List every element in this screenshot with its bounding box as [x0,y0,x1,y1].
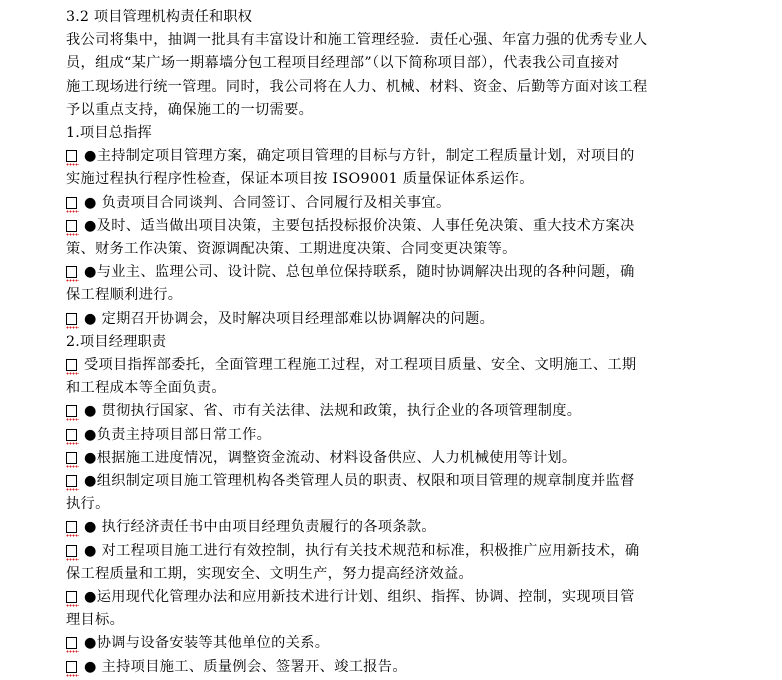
list-item [66,145,756,168]
checkbox-icon [66,545,77,557]
list-item [66,192,756,215]
checkbox-icon [66,266,77,278]
subsection-title-manager: 2.项目经理职责 [66,333,167,350]
list-item-continuation: 保工程质量和工期，实现安全、文明生产，努力提高经济效益。 [66,565,474,582]
checkbox-icon [66,197,77,209]
section-title: 3.2 项目管理机构责任和职权 [66,9,253,25]
list-item-continuation: 实施过程执行程序性检查，保证本项目按 ISO9001 质量保证体系运作。 [66,171,534,188]
item-text: ● 对工程项目施工进行有效控制，执行有关技术规范和标准，积极推广应用新技术，确 [84,542,640,559]
list-item [66,424,756,447]
checkbox-icon [66,591,77,603]
list-item [66,308,756,331]
checkbox-icon [66,220,77,232]
item-text: ●运用现代化管理办法和应用新技术进行计划、组织、指挥、协调、控制，实现项目管 [84,589,635,606]
document-page [66,6,756,679]
list-item [66,354,756,377]
list-item [66,586,756,609]
item-text: ● 执行经济责任书中由项目经理负责履行的各项条款。 [84,519,436,536]
item-text: ●及时、适当做出项目决策，主要包括投标报价决策、人事任免决策、重大技术方案决 [84,217,635,234]
item-text: ●负责主持项目部日常工作。 [84,426,272,443]
list-item [66,447,756,470]
item-text: ●根据施工进度情况，调整资金流动、材料设备供应、人力机械使用等计划。 [84,449,577,466]
item-text: ●主持制定项目管理方案，确定项目管理的目标与方针，制定工程质量计划，对项目的 [84,148,635,165]
item-text: ●协调与设备安装等其他单位的关系。 [84,635,330,652]
list-item [66,215,756,238]
item-text: ●与业主、监理公司、设计院、总包单位保持联系，随时协调解决出现的各种问题，确 [84,264,635,281]
list-item-continuation: 执行。 [66,496,110,513]
item-text: ● 主持项目施工、质量例会、签署开、竣工报告。 [84,658,407,675]
checkbox-icon [66,637,77,649]
intro-paragraph [66,29,756,122]
manager-duties-list [66,354,756,679]
checkbox-icon [66,661,77,673]
checkbox-icon [66,429,77,441]
list-item [66,261,756,284]
list-item [66,516,756,539]
list-item-continuation: 理目标。 [66,612,125,629]
item-text: ● 定期召开协调会，及时解决项目经理部难以协调解决的问题。 [84,310,495,327]
intro-line: 我公司将集中，抽调一批具有丰富设计和施工管理经验．责任心强、年富力强的优秀专业人 [66,32,648,49]
list-item-continuation: 和工程成本等全面负责。 [66,380,226,397]
checkbox-icon [66,521,77,533]
item-text: ● 负责项目合同谈判、合同签订、合同履行及相关事宜。 [84,194,451,211]
list-item [66,540,756,563]
list-item [66,656,756,679]
item-text: ● 贯彻执行国家、省、市有关法律、法规和政策，执行企业的各项管理制度。 [84,403,582,420]
checkbox-icon [66,452,77,464]
list-item [66,400,756,423]
list-item [66,632,756,655]
intro-line: 予以重点支持，确保施工的一切需要。 [66,101,314,118]
list-item-continuation: 保工程顺利进行。 [66,287,183,304]
subsection-title-commander: 1.项目总指挥 [66,125,152,142]
commander-duties-list [66,145,756,331]
checkbox-icon [66,313,77,325]
intro-line: 施工现场进行统一管理。同时，我公司将在人力、机械、材料、资金、后勤等方面对该工程 [66,78,648,95]
checkbox-icon [66,359,77,371]
item-text: 受项目指挥部委托，全面管理工程施工过程，对工程项目质量、安全、文明施工、工期 [84,357,637,374]
intro-line: 员，组成“某广场一期幕墙分包工程项目经理部”（以下简称项目部），代表我公司直接对 [66,55,620,72]
checkbox-icon [66,405,77,417]
checkbox-icon [66,150,77,162]
list-item [66,470,756,493]
list-item-continuation: 策、财务工作决策、资源调配决策、工期进度决策、合同变更决策等。 [66,241,517,258]
item-text: ●组织制定项目施工管理机构各类管理人员的职责、权限和项目管理的规章制度并监督 [84,473,635,490]
checkbox-icon [66,475,77,487]
